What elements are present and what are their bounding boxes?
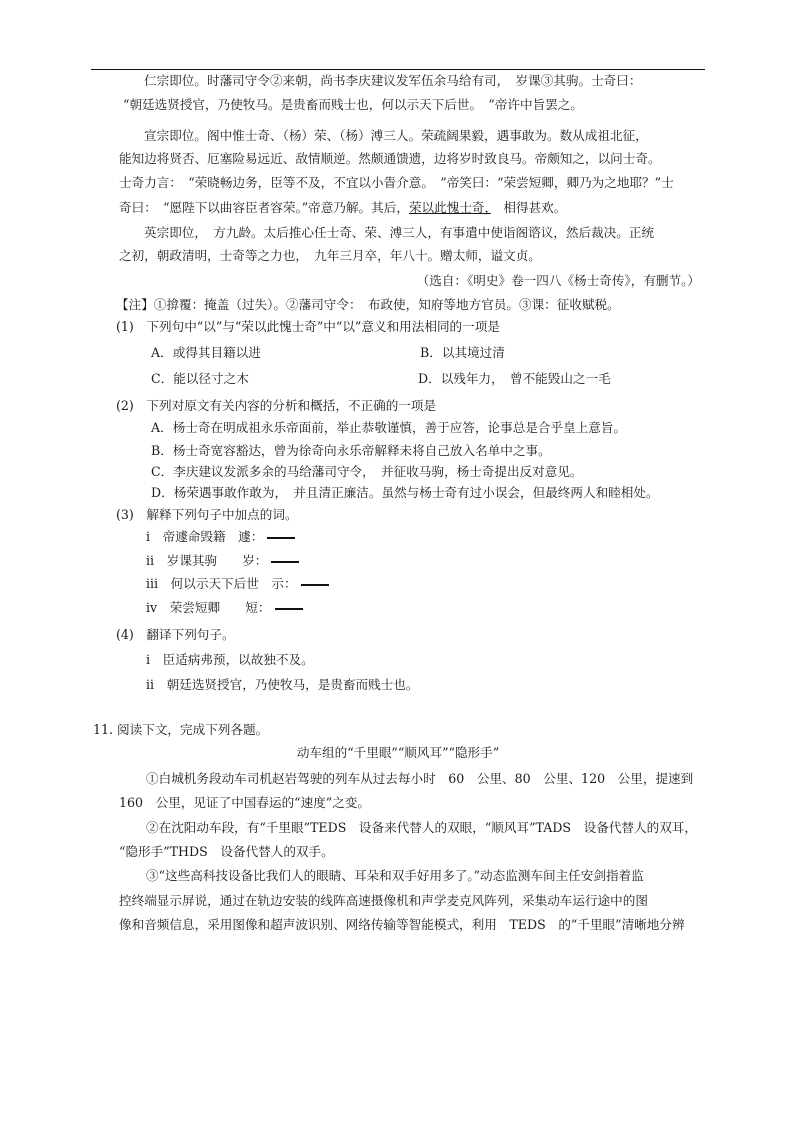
word-item-text: iii 何以示天下后世 示： <box>146 576 297 591</box>
article-line: ②在沈阳动车段，有“千里眼”TEDS 设备来代替人的双眼，“顺风耳”TADS 设备代替人的双耳， <box>146 820 697 835</box>
passage-line: 仁宗即位。时藩司守令②来朝，尚书李庆建议发军伍余马给有司， 岁课③其驹。士奇曰： <box>144 73 642 88</box>
translate-item: ii 朝廷选贤授官，乃使牧马，是贵畜而贱士也。 <box>146 677 419 692</box>
option-b: B．以其境过清 <box>420 345 505 360</box>
option-a: A．杨士奇在明成祖永乐帝面前，举止恭敬谨慎，善于应答，论事总是合乎皇上意旨。 <box>151 420 627 435</box>
passage-line: 士奇力言： “荣晓畅边务，臣等不及，不宜以小眚介意。 ”帝笑曰：“荣尝短卿，卿乃为之地耶？”士 <box>119 175 674 190</box>
article-line: 控终端显示屏说，通过在轨边安装的线阵高速摄像机和声学麦克风阵列，采集动车运行途中的图 <box>119 893 648 908</box>
option-d: D．杨荣遇事敢作敢为， 并且清正廉洁。虽然与杨士奇有过小误会，但最终两人和睦相处。 <box>151 485 659 500</box>
passage-line: 能知边将贤否、厄塞险易远近、敌情顺逆。然颇通馈遗，边将岁时致良马。帝颇知之，以问士奇。 <box>119 151 661 166</box>
word-item-text: i 帝遽命毁籍 遽： <box>146 529 264 544</box>
passage-line: “朝廷选贤授官，乃使牧马。是贵畜而贱士也，何以示天下后世。 ”帝许中旨罢之。 <box>123 97 583 112</box>
option-c: C．李庆建议发派多余的马给藩司守令， 并征收马驹，杨士奇提出反对意见。 <box>151 464 583 479</box>
passage-line: 英宗即位， 方九龄。太后推心任士奇、荣、溥三人，有事遣中使诣阁谘议，然后裁决。正统 <box>144 225 655 240</box>
article-line: 160 公里，见证了中国春运的“速度”之变。 <box>119 795 371 810</box>
answer-blank <box>271 561 299 563</box>
word-item <box>146 599 303 617</box>
option-d: D．以残年力， 曾不能毁山之一毛 <box>418 371 611 386</box>
article-line: ③“这些高科技设备比我们人的眼睛、耳朵和双手好用多了。”动态监测车间主任安剑指着监 <box>146 868 644 883</box>
word-item <box>146 552 299 570</box>
passage-text: 奇曰： “愿陛下以曲容臣者容荣。”帝意乃解。其后， <box>119 200 409 215</box>
answer-blank <box>275 608 303 610</box>
option-a: A．或得其目籍以进 <box>151 345 261 360</box>
option-b: B．杨士奇宽容豁达，曾为徐奇向永乐帝解释未将自己放入名单中之事。 <box>151 443 551 458</box>
passage-line: 宣宗即位。阁中惟士奇、（杨）荣、（杨）溥三人。荣疏阔果毅，遇事敢为。数从成祖北征， <box>144 128 648 143</box>
source-citation: （选自：《明史》卷一四八《杨士奇传》，有删节。） <box>416 273 700 288</box>
article-line: “隐形手”THDS 设备代替人的双手。 <box>119 844 334 859</box>
word-item-text: iv 荣尝短卿 短： <box>146 600 271 615</box>
question-stem: (4) 翻译下列句子。 <box>116 627 235 642</box>
word-item-text: ii 岁课其驹 岁： <box>146 553 268 568</box>
question-stem: (3) 解释下列句子中加点的词。 <box>116 507 298 522</box>
option-c: C．能以径寸之木 <box>151 371 249 386</box>
answer-blank <box>267 537 295 539</box>
top-rule <box>91 69 705 70</box>
word-item <box>146 528 295 546</box>
question-stem: (1) 下列句中“以”与“荣以此愧士奇”中“以”意义和用法相同的一项是 <box>116 319 500 334</box>
passage-line: 之初，朝政清明，士奇等之力也， 九年三月卒，年八十。赠太师，谥文贞。 <box>119 248 541 263</box>
question-stem: 11. 阅读下文，完成下列各题。 <box>93 722 269 737</box>
article-title: 动车组的“千里眼”“顺风耳”“隐形手” <box>296 745 500 760</box>
article-line: 像和音频信息，采用图像和超声波识别、网络传输等智能模式，利用 TEDS 的“千里眼”清晰地分辨 <box>119 917 685 932</box>
passage-text: 相得甚欢。 <box>490 200 567 215</box>
passage-line <box>119 199 566 217</box>
article-line: ①白城机务段动车司机赵岩驾驶的列车从过去每小时 60 公里、80 公里、120 公里，提速到 <box>146 771 694 786</box>
question-stem: (2) 下列对原文有关内容的分析和概括，不正确的一项是 <box>116 398 437 413</box>
annotation-note: 【注】①揜覆：掩盖（过失）。②藩司守令： 布政使，知府等地方官员。③课：征收赋税。 <box>116 297 620 312</box>
word-item <box>146 575 329 593</box>
answer-blank <box>301 584 329 586</box>
translate-item: i 臣适病弗预，以故独不及。 <box>146 652 314 667</box>
underlined-sentence: 荣以此愧士奇， <box>408 200 491 215</box>
